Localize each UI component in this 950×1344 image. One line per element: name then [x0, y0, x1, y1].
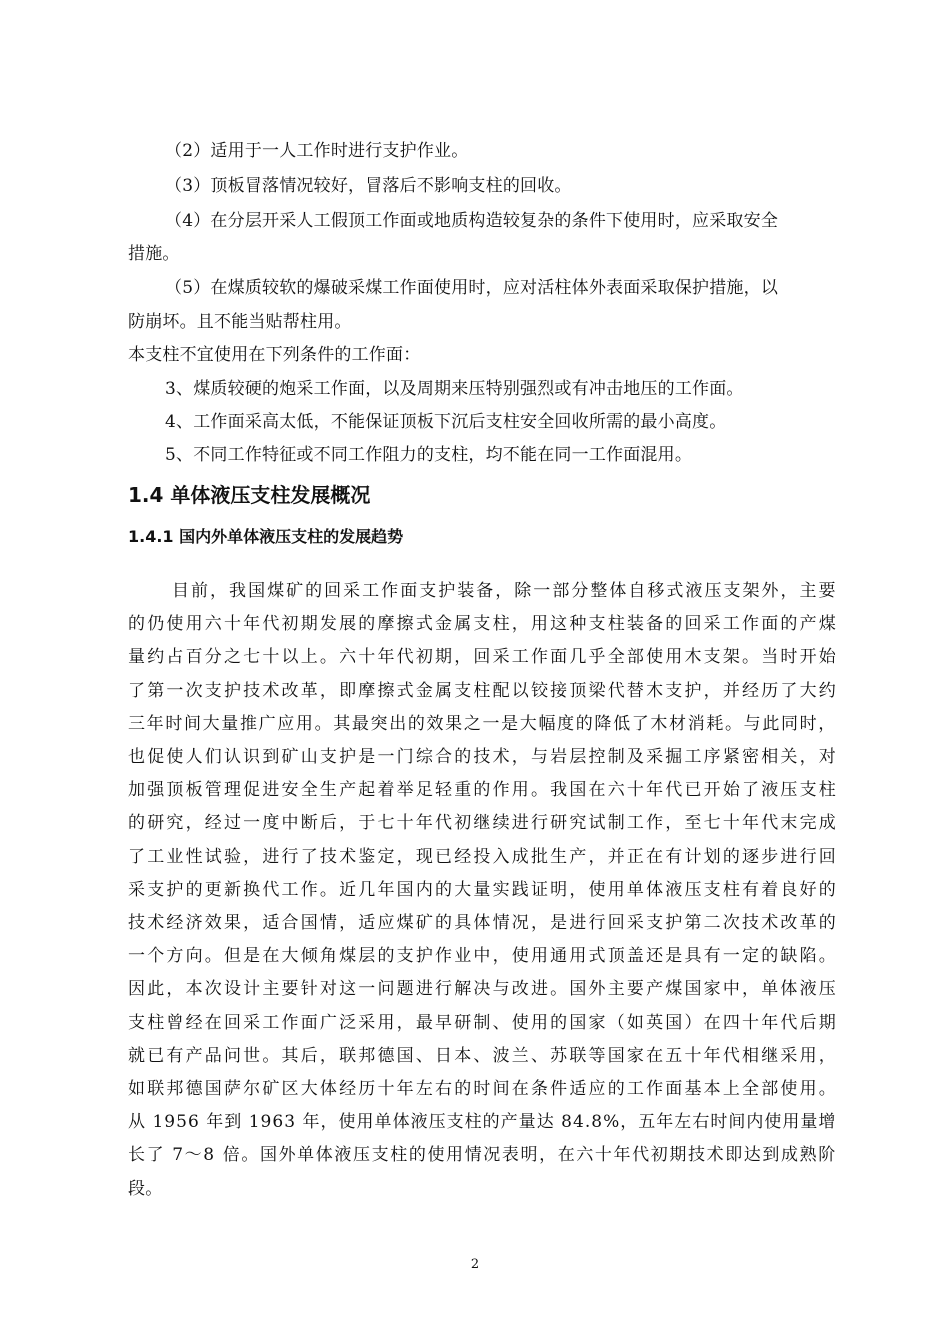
section-heading: 1.4 单体液压支柱发展概况: [128, 483, 371, 507]
condition-item: 4、工作面采高太低，不能保证顶板下沉后支柱安全回收所需的最小高度。: [165, 412, 727, 432]
paragraph-line: 技 术 经 济 效 果 ， 适 合 国 情 ， 适 应 煤 矿 的 具 体 情 况 ， 是 进 行 回 采 支 护 第 二 次 技 术 改 革 的: [128, 913, 836, 933]
list-item-continuation: 防崩坏。且不能当贴帮柱用。: [128, 312, 352, 332]
paragraph-line: 一 个 方 向 。 但 是 在 大 倾 角 煤 层 的 支 护 作 业 中 ， 使 用 通 用 式 顶 盖 还 是 具 有 一 定 的 缺 陷 。: [128, 946, 836, 967]
paragraph-line: 也 促 使 人 们 认 识 到 矿 山 支 护 是 一 门 综 合 的 技 术 ， 与 岩 层 控 制 及 采 掘 工 序 紧 密 相 关 ， 对: [128, 747, 836, 767]
condition-item: 3、煤质较硬的炮采工作面，以及周期来压特别强烈或有冲击地压的工作面。: [165, 379, 744, 399]
paragraph-line: 因 此 ， 本 次 设 计 主 要 针 对 这 一 问 题 进 行 解 决 与 改 进 。 国 外 主 要 产 煤 国 家 中 ， 单 体 液 压: [128, 979, 836, 1000]
page-number: 2: [470, 1257, 480, 1272]
paragraph-line: 如 联 邦 德 国 萨 尔 矿 区 大 体 经 历 十 年 左 右 的 时 间 在 条 件 适 应 的 工 作 面 基 本 上 全 部 使 用 。: [128, 1079, 836, 1099]
condition-item: 5、不同工作特征或不同工作阻力的支柱，均不能在同一工作面混用。: [165, 445, 693, 465]
not-suitable-intro: 本支柱不宜使用在下列条件的工作面：: [128, 345, 421, 365]
list-item-continuation: 措施。: [128, 244, 180, 264]
list-item: （5）在煤质较软的爆破采煤工作面使用时，应对活柱体外表面采取保护措施，以: [165, 278, 779, 298]
paragraph-line: 长 了 7 ～ 8 倍 。 国 外 单 体 液 压 支 柱 的 使 用 情 况 表 明 ， 在 六 十 年 代 初 期 技 术 即 达 到 成 熟 阶: [128, 1145, 836, 1166]
paragraph-line: 三 年 时 间 大 量 推 广 应 用 。 其 最 突 出 的 效 果 之 一 是 大 幅 度 的 降 低 了 木 材 消 耗 。 与 此 同 时 ，: [128, 713, 836, 734]
paragraph-line: 了 第 一 次 支 护 技 术 改 革 ， 即 摩 擦 式 金 属 支 柱 配 以 铰 接 顶 梁 代 替 木 支 护 ， 并 经 历 了 大 约: [128, 680, 836, 701]
paragraph-line: 加 强 顶 板 管 理 促 进 安 全 生 产 起 着 举 足 轻 重 的 作 用 。 我 国 在 六 十 年 代 已 开 始 了 液 压 支 柱: [128, 780, 836, 801]
paragraph-line: 支 柱 曾 经 在 回 采 工 作 面 广 泛 采 用 ， 最 早 研 制 、 使 用 的 国 家 （ 如 英 国 ） 在 四 十 年 代 后 期: [128, 1012, 836, 1033]
paragraph-line: 段。: [128, 1178, 163, 1199]
paragraph-line: 从 1 9 5 6 年 到 1 9 6 3 年 ， 使 用 单 体 液 压 支 柱 的 产 量 达 8 4 . 8 % ， 五 年 左 右 时 间 内 使 用 量 增: [128, 1112, 836, 1133]
paragraph-line: 量 约 占 百 分 之 七 十 以 上 。 六 十 年 代 初 期 ， 回 采 工 作 面 几 乎 全 部 使 用 木 支 架 。 当 时 开 始: [128, 647, 836, 668]
list-item: （2）适用于一人工作时进行支护作业。: [165, 141, 469, 161]
paragraph-line: 的 研 究 ， 经 过 一 度 中 断 后 ， 于 七 十 年 代 初 继 续 进 行 研 究 试 制 工 作 ， 至 七 十 年 代 末 完 成: [128, 813, 836, 834]
paragraph-line: 目 前 ， 我 国 煤 矿 的 回 采 工 作 面 支 护 装 备 ， 除 一 部 分 整 体 自 移 式 液 压 支 架 外 ， 主 要: [172, 581, 836, 601]
paragraph-line: 了 工 业 性 试 验 ， 进 行 了 技 术 鉴 定 ， 现 已 经 投 入 成 批 生 产 ， 并 正 在 有 计 划 的 逐 步 进 行 回: [128, 846, 836, 867]
paragraph-line: 采 支 护 的 更 新 换 代 工 作 。 近 几 年 国 内 的 大 量 实 践 证 明 ， 使 用 单 体 液 压 支 柱 有 着 良 好 的: [128, 879, 836, 900]
list-item: （3）顶板冒落情况较好，冒落后不影响支柱的回收。: [165, 176, 572, 196]
paragraph-line: 的 仍 使 用 六 十 年 代 初 期 发 展 的 摩 擦 式 金 属 支 柱 ， 用 这 种 支 柱 装 备 的 回 采 工 作 面 的 产 煤: [128, 614, 836, 635]
paragraph-line: 就 已 有 产 品 问 世 。 其 后 ， 联 邦 德 国 、 日 本 、 波 兰 、 苏 联 等 国 家 在 五 十 年 代 相 继 采 用 ，: [128, 1045, 836, 1066]
list-item: （4）在分层开采人工假顶工作面或地质构造较复杂的条件下使用时，应采取安全: [165, 211, 779, 231]
subsection-heading: 1.4.1 国内外单体液压支柱的发展趋势: [128, 527, 404, 546]
